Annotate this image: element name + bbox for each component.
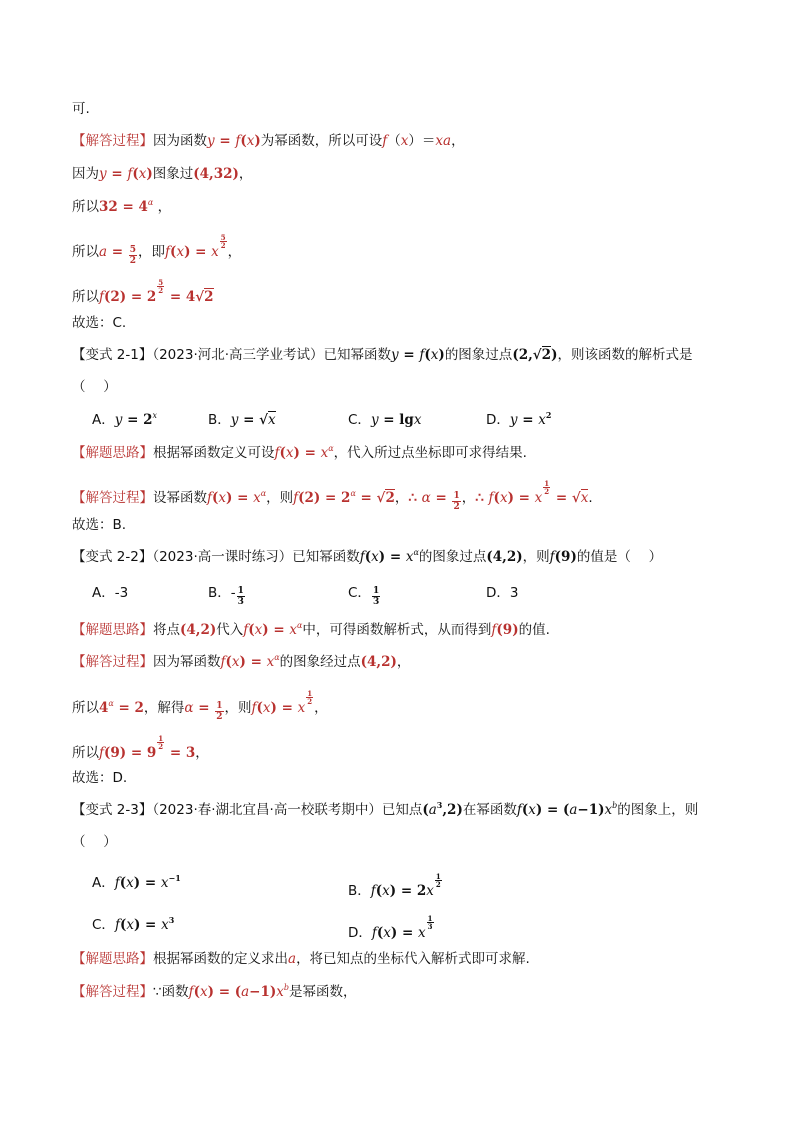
thinking-tag: 【解题思路】: [72, 445, 153, 461]
text-line: 所以f(9) = 9 $\frac{1}{2}$ = 3，: [72, 734, 209, 761]
option-d: D．$y = x^2$: [486, 410, 552, 428]
solution-line: 【解答过程】∵函数$f(x) = (a-1)x^b$是幂函数，: [72, 983, 357, 1000]
option-d: D．f(x) = x $\frac{1}{3}$: [348, 914, 433, 941]
option-b: B．f(x) = 2x $\frac{1}{2}$: [348, 872, 441, 899]
option-a: A．$y = 2^x$: [92, 411, 158, 428]
option-a: A．$f(x) = x^{-1}$: [92, 873, 181, 891]
solution-tag: 【解答过程】: [72, 133, 153, 149]
option-b: B．y = √x: [208, 412, 276, 428]
text-line: 所以f(2) = 2 $\frac{5}{2}$ = 4√2: [72, 278, 214, 305]
text-line: 所以a = $\frac{5}{2}$ ，即f(x) = x $\frac{5}{2}$ ，: [72, 233, 242, 266]
question-tag: 【变式 2-1】: [72, 347, 153, 363]
text-line: 所以$4^\alpha = 2$，解得α = $\frac{1}{2}$ ，则f(x) = x $\frac{1}{2}$ ，: [72, 689, 328, 722]
solution-line: 【解答过程】因为函数y = f(x)为幂函数，所以可设f（x）＝xa，: [72, 133, 465, 149]
text-line: 可.: [72, 101, 90, 117]
question-line: 【变式 2-2】（2023·高一课时练习）已知幂函数$f(x) = x^\alpha$的图象过点(4,2)，则f(9)的值是（ ）: [72, 548, 663, 565]
text-line: 故选：C.: [72, 315, 127, 331]
question-line: 【变式 2-1】（2023·河北·高三学业考试）已知幂函数y = f(x)的图象过点(2,√2)，则该函数的解析式是: [72, 347, 693, 363]
option-c: C． $\frac{1}{3}$: [348, 585, 380, 607]
text-line: 因为y = f(x)图象过(4,32)，: [72, 166, 253, 182]
option-b: B．- $\frac{1}{3}$: [208, 585, 244, 607]
thinking-line: 【解题思路】将点(4,2)代入$f(x) = x^\alpha$中，可得函数解析式，从而得到f(9)的值.: [72, 621, 550, 638]
text-line: （ ）: [72, 834, 117, 850]
thinking-line: 【解题思路】根据幂函数定义可设$f(x) = x^\alpha$，代入所过点坐标即可求得结果.: [72, 444, 527, 461]
text-line: 故选：D.: [72, 770, 128, 786]
text-line: 所以$32 = 4^\alpha$ ，: [72, 198, 172, 215]
text-line: （ ）: [72, 379, 117, 395]
option-c: C．y = lgx: [348, 412, 422, 428]
question-line: 【变式 2-3】（2023·春·湖北宜昌·高一校联考期中）已知点$(a^3,2)$在幂函数$f(x) = (a-1)x^b$的图象上，则: [72, 800, 699, 818]
option-a: A．-3: [92, 585, 129, 601]
thinking-line: 【解题思路】根据幂函数的定义求出a，将已知点的坐标代入解析式即可求解.: [72, 951, 530, 967]
option-c: C．$f(x) = x^3$: [92, 915, 175, 933]
option-d: D．3: [486, 585, 519, 601]
solution-line: 【解答过程】设幂函数$f(x) = x^\alpha$，则$f(2) = 2^\alpha = √2$，∴ α = $\frac{1}{2}$ ，∴ f(x) = x $\frac{1}{2}$ = √x.: [72, 479, 593, 512]
text-line: 故选：B.: [72, 517, 127, 533]
solution-line: 【解答过程】因为幂函数$f(x) = x^\alpha$的图象经过点(4,2)，: [72, 653, 411, 670]
